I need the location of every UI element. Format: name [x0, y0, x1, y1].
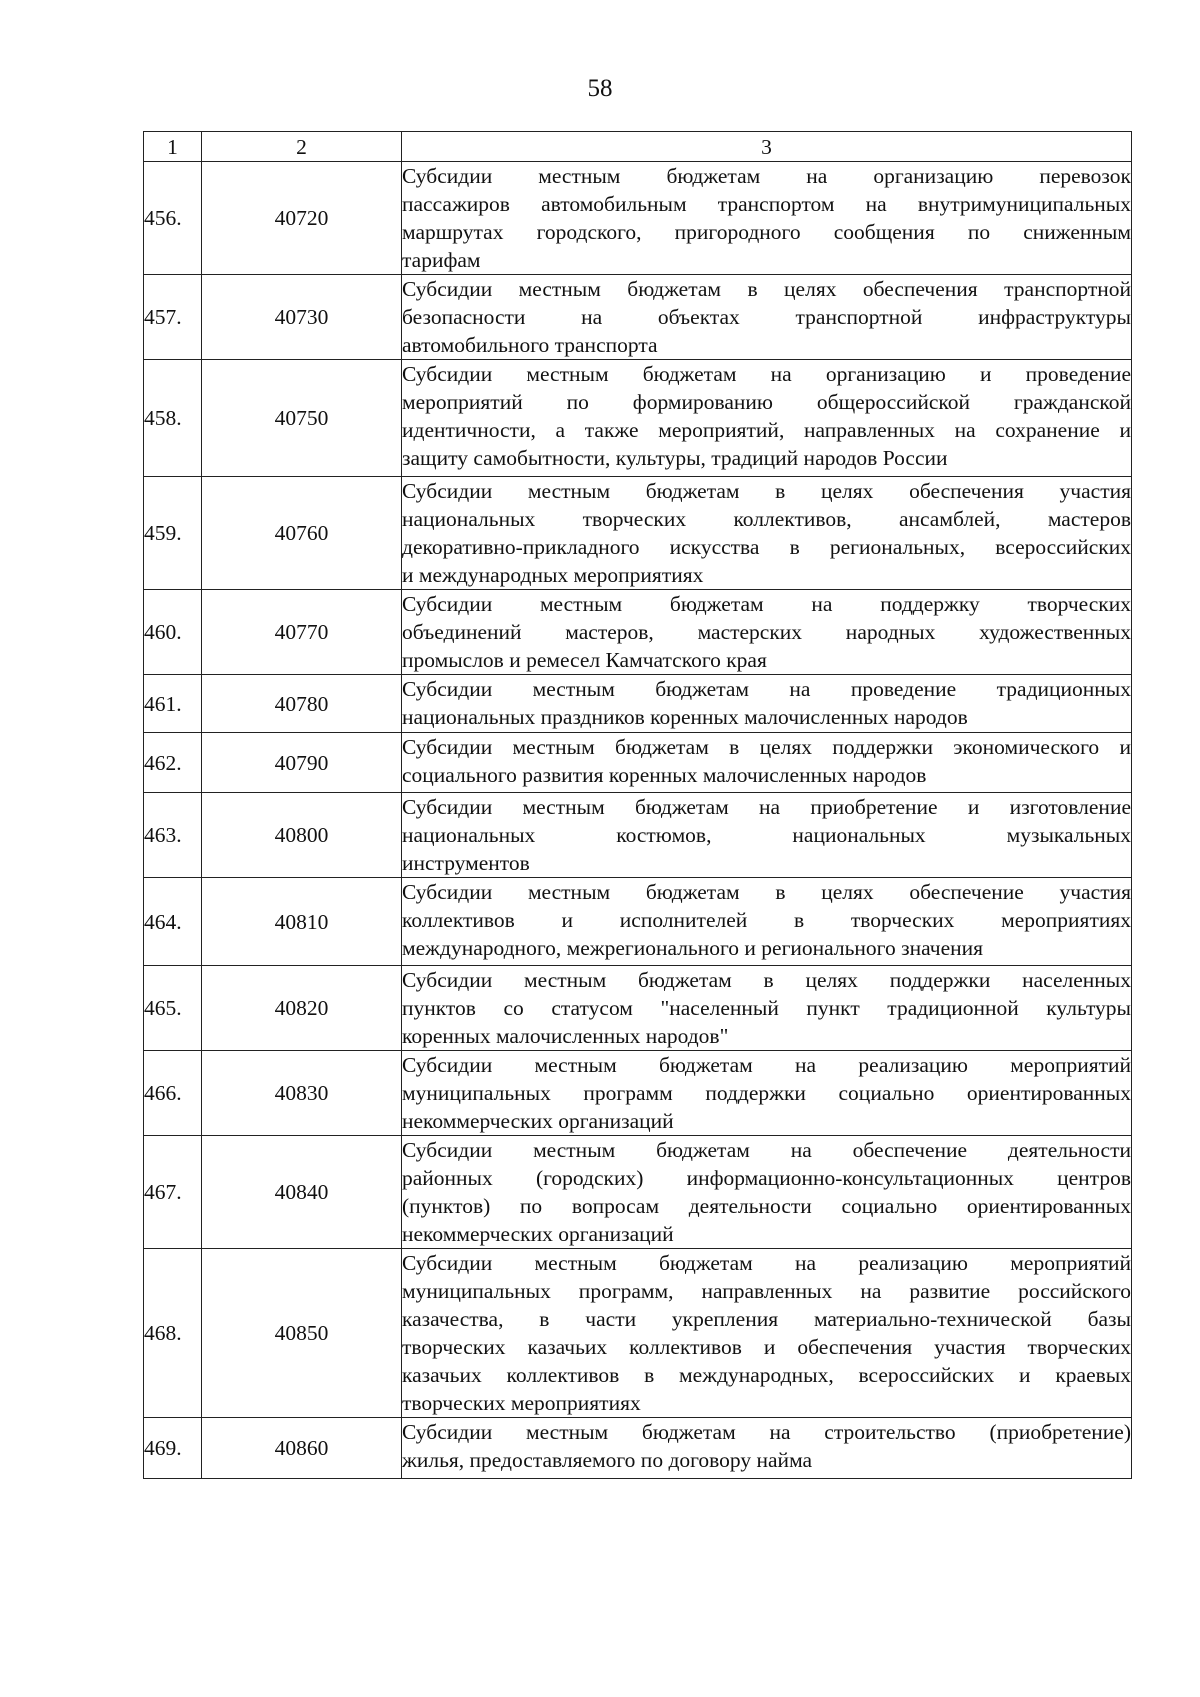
table-row: [144, 162, 1132, 275]
description-line: тарифам: [402, 248, 481, 272]
budget-code: 40780: [202, 675, 402, 733]
row-number: 463.: [144, 793, 202, 878]
row-number: 456.: [144, 162, 202, 275]
description-line: пассажиров автомобильным транспортом на внутримуниципальных: [402, 192, 1131, 216]
budget-code: 40750: [202, 360, 402, 477]
description-line: Субсидии местным бюджетам на поддержку творческих: [402, 592, 1131, 616]
description-line: коллективов и исполнителей в творческих мероприятиях: [402, 908, 1131, 932]
budget-code: 40830: [202, 1051, 402, 1136]
description-line: национальных костюмов, национальных музыкальных: [402, 823, 1131, 847]
row-number: 457.: [144, 275, 202, 360]
description-line: Субсидии местным бюджетам в целях поддержки населенных: [402, 968, 1131, 992]
subsidy-description: [402, 733, 1132, 793]
subsidy-description: [402, 477, 1132, 590]
description-line: защиту самобытности, культуры, традиций народов России: [402, 446, 948, 470]
table-header-row: [144, 132, 1132, 162]
budget-code: 40860: [202, 1418, 402, 1479]
page-number: 58: [587, 75, 613, 102]
table-body: [144, 162, 1132, 1479]
description-line: автомобильного транспорта: [402, 333, 658, 357]
subsidy-description: [402, 1051, 1132, 1136]
description-line: социального развития коренных малочисленных народов: [402, 763, 927, 787]
budget-code: 40720: [202, 162, 402, 275]
subsidy-description: [402, 275, 1132, 360]
table-row: [144, 590, 1132, 675]
description-line: казачества, в части укрепления материально-технической базы: [402, 1307, 1131, 1331]
subsidy-description: [402, 1418, 1132, 1479]
subsidy-description: [402, 590, 1132, 675]
table-row: [144, 360, 1132, 477]
table-row: [144, 733, 1132, 793]
description-line: безопасности на объектах транспортной инфраструктуры: [402, 305, 1131, 329]
table-row: [144, 878, 1132, 966]
description-line: некоммерческих организаций: [402, 1109, 674, 1133]
subsidy-description: [402, 1249, 1132, 1418]
budget-code: 40730: [202, 275, 402, 360]
row-number: 466.: [144, 1051, 202, 1136]
column-header-3: 3: [402, 132, 1132, 162]
table-row: [144, 1136, 1132, 1249]
table-row: [144, 675, 1132, 733]
subsidy-description: [402, 675, 1132, 733]
description-line: Субсидии местным бюджетам в целях обеспечение участия: [402, 880, 1131, 904]
column-header-2: 2: [202, 132, 402, 162]
description-line: маршрутах городского, пригородного сообщения по сниженным: [402, 220, 1131, 244]
table-row: [144, 793, 1132, 878]
budget-code: 40770: [202, 590, 402, 675]
description-line: декоративно-прикладного искусства в региональных, всероссийских: [402, 535, 1131, 559]
description-line: районных (городских) информационно-консультационных центров: [402, 1166, 1131, 1190]
row-number: 462.: [144, 733, 202, 793]
description-line: Субсидии местным бюджетам на реализацию мероприятий: [402, 1251, 1131, 1275]
subsidy-description: [402, 162, 1132, 275]
description-line: Субсидии местным бюджетам в целях обеспечения транспортной: [402, 277, 1131, 301]
description-line: Субсидии местным бюджетам на реализацию мероприятий: [402, 1053, 1131, 1077]
table-row: [144, 1051, 1132, 1136]
budget-code: 40840: [202, 1136, 402, 1249]
budget-code: 40760: [202, 477, 402, 590]
table-row: [144, 477, 1132, 590]
description-line: национальных праздников коренных малочисленных народов: [402, 705, 968, 729]
description-line: объединений мастеров, мастерских народных художественных: [402, 620, 1131, 644]
description-line: Субсидии местным бюджетам в целях поддержки экономического и: [402, 735, 1131, 759]
description-line: и международных мероприятиях: [402, 563, 704, 587]
description-line: муниципальных программ поддержки социально ориентированных: [402, 1081, 1131, 1105]
description-line: Субсидии местным бюджетам на обеспечение деятельности: [402, 1138, 1131, 1162]
table-row: [144, 1249, 1132, 1418]
description-line: Субсидии местным бюджетам на строительство (приобретение): [402, 1420, 1131, 1444]
description-line: казачьих коллективов в международных, всероссийских и краевых: [402, 1363, 1131, 1387]
description-line: творческих казачьих коллективов и обеспечения участия творческих: [402, 1335, 1131, 1359]
subsidy-description: [402, 793, 1132, 878]
subsidy-description: [402, 1136, 1132, 1249]
table-row: [144, 1418, 1132, 1479]
description-line: (пунктов) по вопросам деятельности социально ориентированных: [402, 1194, 1131, 1218]
row-number: 458.: [144, 360, 202, 477]
description-line: международного, межрегионального и регионального значения: [402, 936, 984, 960]
row-number: 460.: [144, 590, 202, 675]
subsidy-description: [402, 966, 1132, 1051]
description-line: Субсидии местным бюджетам в целях обеспечения участия: [402, 479, 1131, 503]
description-line: инструментов: [402, 851, 530, 875]
row-number: 467.: [144, 1136, 202, 1249]
description-line: промыслов и ремесел Камчатского края: [402, 648, 767, 672]
description-line: Субсидии местным бюджетам на организацию перевозок: [402, 164, 1131, 188]
description-line: пунктов со статусом "населенный пункт традиционной культуры: [402, 996, 1131, 1020]
budget-code-table: [143, 131, 1132, 1479]
description-line: Субсидии местным бюджетам на проведение традиционных: [402, 677, 1131, 701]
description-line: некоммерческих организаций: [402, 1222, 674, 1246]
column-header-1: 1: [144, 132, 202, 162]
description-line: Субсидии местным бюджетам на организацию и проведение: [402, 362, 1131, 386]
budget-code: 40820: [202, 966, 402, 1051]
description-line: Субсидии местным бюджетам на приобретение и изготовление: [402, 795, 1131, 819]
table-row: [144, 275, 1132, 360]
subsidy-description: [402, 878, 1132, 966]
description-line: творческих мероприятиях: [402, 1391, 641, 1415]
description-line: национальных творческих коллективов, ансамблей, мастеров: [402, 507, 1131, 531]
row-number: 465.: [144, 966, 202, 1051]
row-number: 464.: [144, 878, 202, 966]
row-number: 459.: [144, 477, 202, 590]
subsidy-description: [402, 360, 1132, 477]
description-line: мероприятий по формированию общероссийской гражданской: [402, 390, 1131, 414]
description-line: жилья, предоставляемого по договору найма: [402, 1448, 813, 1472]
budget-code: 40850: [202, 1249, 402, 1418]
description-line: муниципальных программ, направленных на развитие российского: [402, 1279, 1131, 1303]
description-line: идентичности, а также мероприятий, направленных на сохранение и: [402, 418, 1131, 442]
budget-code: 40790: [202, 733, 402, 793]
description-line: коренных малочисленных народов": [402, 1024, 729, 1048]
table-row: [144, 966, 1132, 1051]
row-number: 468.: [144, 1249, 202, 1418]
row-number: 461.: [144, 675, 202, 733]
row-number: 469.: [144, 1418, 202, 1479]
budget-code: 40800: [202, 793, 402, 878]
budget-code: 40810: [202, 878, 402, 966]
